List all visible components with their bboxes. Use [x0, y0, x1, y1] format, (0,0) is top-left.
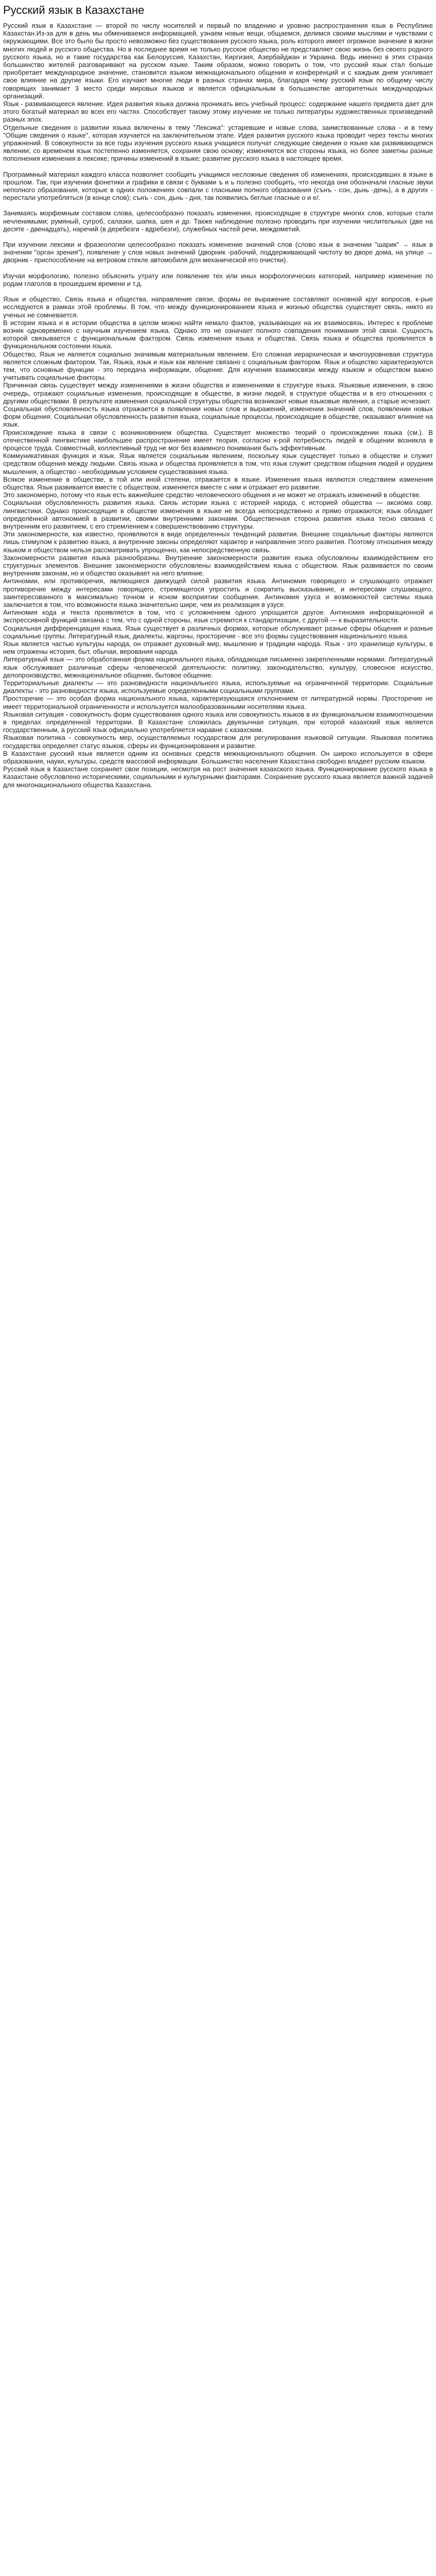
- paragraph-gap: [3, 233, 433, 241]
- paragraph-gap: [3, 264, 433, 272]
- article-paragraph: Занимаясь морфемным составом слова, целесообразно показать изменения, происходящие в структуре многих слов, которые стали нечленимыми; румяный, сугроб, салазки, шапка, шея и др. Также наблюдение полезно проводить при изучении числительных (две на десяте - двенадцать), наречий (в деребезги - вдребезги), служебных частей речи, междометий.: [3, 209, 433, 233]
- article-title: Русский язык в Казахстане: [3, 4, 145, 16]
- paragraph-gap: [3, 287, 433, 295]
- article-paragraph: При изучении лексики и фразеологии целесообразно показать изменение значений слов (слово язык в значении "шарик" → язык в значении "орган зрения"), появление у слов новых значений (дворник -рабочий, поддерживающий чистоту во дворе дома, на улице → дворник - приспособление на ветровом стекле автомобиля для механической его очистки).: [3, 241, 433, 264]
- article-paragraph: Язык и общество, Связь языка и общества, направление связи, формы ее выражение составляют основной круг вопросов, к-рые исследуются в рамках этой проблемы. В том, что между функционированием языка и жизнью общества существует связь, никто из ученых не сомневается. В истории языка и в истории общества в целом можно найти немало фактов, указывающих на их взаимосвязь. Интерес к проблеме возник одновременно с научным изучением языка. Однако это не означает полного совпадения понимания этой связи. Сущность которой связывается с функциональным фактором. Связь изменения языка и общества. Связь языка и общества проявляется в функциональном состоянии языка. Общество, Язык не является социально значимым материальным явлением. Его сложная иерархическая и многоуровневая структура является сложным фактором. Так, Языка, язык и язык как явление связано с социальным фактором. Язык и общество характеризуются тем, что основные функции - это передача информации, общение. Для изучения взаимосвязи между языком и обществом важно учитывать социальные факторы. Причинная связь существует между изменениями в жизни общества и изменениями в структуре языка. Языковые изменения, в свою очередь, отражают социальные изменения, происходящие в обществе, в жизни людей, в структуре общества и в его отношениях с другими обществами. В результате изменения социальной структуры общества возникают новые языковые явления, а старые исчезают. Социальная обусловленность языка отражается в появлении новых слов и выражений, изменении значений слов, появлении новых форм общения. Социальная обусловленность развития языка, социальные процессы, происходящие в обществе, оказывают влияние на язык. Происхождение языка в связи с возникновением общества. Существует множество теорий о происхождении языка (см.). В отечественной лингвистике наибольшее распространение имеет теория, согласно к-рой потребность людей в общении возникла в процессе труда. Совместный, коллективный труд не мог без взаимного понимания быть эффективным. Коммуникативная функция и язык. Язык является социальным явлением, поскольку язык существует только в обществе и служит средством общения между людьми. Связь языка и общества проявляется в том, что язык служит средством общения людей и орудием мышления, а общество - необходимым условием существования языка. Всякое изменение в обществе, в той или иной степени, отражается в языке. Изменения языка являются следствием изменения общества. Язык развивается вместе с обществом, изменяется вместе с ним и отражает его развитие. Это закономерно, потому что язык есть важнейшее средство человеческого общения и не может не отражать изменений в обществе.: [3, 295, 433, 499]
- article-paragraph: Программный материал каждого класса позволяет сообщить учащимся несложные сведения об изменениях, происходивших в языке в прошлом. Так, при изучении фонетики и графики в связи с буквами ъ и ь полезно сообщить, что некогда они обозначали гласные звуки неполного образования, которые в одних положениях совпали с гласными полного образования (сънъ - сон, дьнь -день), а в других - перестали употребляться (в конце слов); сънъ - сон, дьнь - дня, так появились беглые гласные о и е/.: [3, 170, 433, 202]
- article-paragraph: Социальная обусловленность развития языка. Связь истории языка с историей народа, с историей общества — аксиома совр. лингвистики. Однако происходящие в обществе изменения в языке не всегда непосредственно и прямо отражаются; язык обладает определённой автономией в развитии, своими внутренними законами. Общественная сторона развития языка тесно связана с внутренним его развитием, с его стремлением к совершенствованию структуры. Эти закономерности, как известно, проявляются в виде определенных тенденций развития. Внешние социальные факторы являются лишь стимулом к развитию языка, а внутренние законы определяют характер и направление этого развития. Поэтому отношения между языком и обществом нельзя рассматривать упрощенно, как непосредственную связь. Закономерности развития языка разнообразны. Внутренние закономерности развития языка обусловлены взаимодействием его структурных элементов. Внешние закономерности обусловлены взаимодействием языка с обществом. Язык развивается по своим внутренним законам, но и общество оказывает на него влияние. Антиномии, или противоречия, являющиеся движущей силой развития языка. Антиномия говорящего и слушающего отражает противоречие между интересами говорящего, стремящегося упростить и сократить высказывание, и интересами слушающего, заинтересованного в максимально точном и ясном восприятии сообщения. Антиномия узуса и возможностей системы языка заключается в том, что возможности языка значительно шире, чем их реализация в узусе. Антиномия кода и текста проявляется в том, что с усложнением одного упрощается другое. Антиномия информационной и экспрессивной функций связана с тем, что с одной стороны, язык стремится к стандартизации, с другой — к выразительности. Социальная дифференциация языка. Язык существует в различных формах, которые обслуживают разные сферы общения и разные социальные группы. Литературный язык, диалекты, жаргоны, просторечие - все это формы существования национального языка. Язык является частью культуры народа, он отражает духовный мир, мышление и традиции народа. Язык - это хранилище культуры, в нем отражены история, быт, обычаи, верования народа. Литературный язык — это обработанная форма национального языка, обладающая письменно закрепленными нормами. Литературный язык обслуживает различные сферы человеческой деятельности: политику, законодательство, культуру, словесное искусство, делопроизводство, межнациональное общение, бытовое общение. Территориальные диалекты — это разновидности национального языка, используемые на ограниченной территории. Социальные диалекты - это разновидности языка, используемые определенными социальными группами. Просторечие — это особая форма национального языка, характеризующаяся отклонением от литературной нормы. Просторечие не имеет территориальной ограниченности и используется малообразованными носителями языка. Языковая ситуация - совокупность форм существования одного языка или совокупность языков в их функциональном взаимоотношении в пределах определенной территории. В Казахстане сложилась двуязычная ситуация, при которой казахский язык является государственным, а русский язык официально употребляется наравне с казахским. Языковая политика - совокупность мер, осуществляемых государством для регулирования языковой ситуации. Языковая политика государства определяет статус языков, сферы их функционирования и развитие. В Казахстане русский язык является одним из основных средств межнационального общения. Он широко используется в сфере образования, науки, культуры, средств массовой информации. Большинство населения Казахстана свободно владеет русским языком. Русский язык в Казахстане сохраняет свои позиции, несмотря на рост значения казахского языка. Функционирование русского языка в Казахстане обусловлено историческими, социальными и культурными факторами. Сохранение русского языка является важной задачей для многонационального общества Казахстана.: [3, 499, 433, 789]
- article-paragraph: Русский язык в Казахстане — второй по числу носителей и первый по владению и уровню распространения язык в Республике Казахстан.Из-за для в день мы обмениваемся информацией, узнаем новые вещи, общаемся, делимся своими мыслями и чувствами с окружающими. Все это было бы просто невозможно без существования русского языка, роль которого имеет огромное значение в жизни многих людей и русского общества. Но в последнее время не только русское общество не представляет свою жизнь без своего родного русского языка, но и такие государства как Белоруссия, Казахстан, Киргизия, Азербайджан и Украина. Ведь именно в этих странах большинство жителей разговаривают на русском языке. Таким образом, можно говорить о том, что русский язык стал больше приобретает международное значение, становится языком межнационального общения и конференций и с каждым днем усиливает свое влияние на другие языки. Его изучают многие люди в разных странах мира, благодаря чему русский язык по общему числу говорящих занимает 3 место среди мировых языков и является официальным в большинстве авторитетных международных организаций. Язык - развивающееся явление. Идея развития языка должна проникать весь учебный процесс: содержание нашего предмета дает для этого богатый материал во всех его частях. Способствует такому этому изучение не только литературы художественных произведений разных эпох. Отдельные сведения о развитии языка включены в тему "Лексика": устаревшие и новые слова, заимствованные слова - и в тему "Общие сведения о языке", которая изучается на заключительном этапе. Идея развития русского языка проводит через тексты многих упражнений. В совокупности за все годы изучения русского языка учащиеся получат следующие сведения о языке как развивающемся явлении; со временем язык постепенно изменяется, сохраняя свою основу; изменяются все стороны языка, но более заметны разные пополнения изменения в лексике; причины изменений в языке; развитие русского языка в настоящее время.: [3, 22, 433, 163]
- paragraph-gap: [3, 201, 433, 209]
- article-paragraph: Изучая морфологию, полезно объяснить утрату или появление тех или иных морфологических категорий, например изменение по родам глаголов в прошедшем времени и т.д.: [3, 272, 433, 287]
- paragraph-gap: [3, 163, 433, 171]
